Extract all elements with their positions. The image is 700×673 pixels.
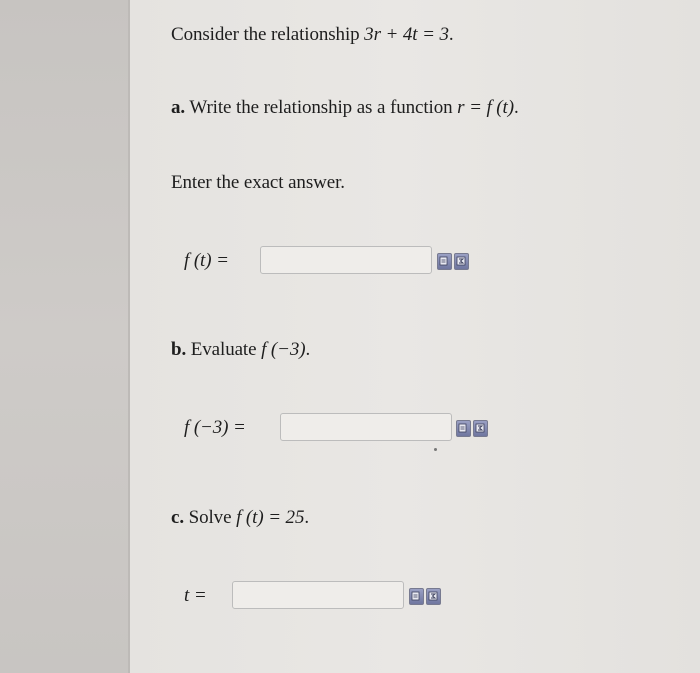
symbol-palette-icon[interactable] xyxy=(454,253,469,270)
part-a-tools xyxy=(437,253,469,270)
part-c-question xyxy=(171,507,309,529)
intro-equation: 3r + 4t = 3 xyxy=(364,24,449,45)
intro-prefix: Consider the relationship xyxy=(171,24,365,45)
instruction-text: Enter the exact answer. xyxy=(171,172,345,193)
part-a-text: Write the relationship as a function xyxy=(185,97,458,118)
part-b-expression: f (−3) xyxy=(261,339,306,360)
left-margin-band xyxy=(0,0,128,673)
part-b-suffix: . xyxy=(305,339,311,360)
part-a-suffix: . xyxy=(513,97,519,118)
equation-editor-icon[interactable] xyxy=(437,253,452,270)
part-a-function: r = f (t) xyxy=(457,97,514,118)
part-c-label: c. xyxy=(171,507,184,528)
part-b-answer-input[interactable] xyxy=(280,413,452,441)
symbol-palette-icon[interactable] xyxy=(426,588,441,605)
part-a-prompt: f (t) = xyxy=(184,250,229,271)
part-c-equation: f (t) = 25 xyxy=(236,507,305,528)
part-a-answer-input[interactable] xyxy=(260,246,432,274)
symbol-palette-icon[interactable] xyxy=(473,420,488,437)
part-b-tools xyxy=(456,420,488,437)
part-b-prompt: f (−3) = xyxy=(184,417,246,438)
part-b-text: Evaluate xyxy=(186,339,262,360)
part-c-prompt: t = xyxy=(184,585,207,606)
intro-suffix: . xyxy=(448,24,454,45)
equation-editor-icon[interactable] xyxy=(409,588,424,605)
part-c-text: Solve xyxy=(183,507,237,528)
problem-intro xyxy=(171,24,454,46)
part-c-answer-input[interactable] xyxy=(232,581,404,609)
part-b-question xyxy=(171,339,310,361)
equation-editor-icon[interactable] xyxy=(456,420,471,437)
part-b-label: b. xyxy=(171,339,187,360)
panel-edge xyxy=(128,0,130,673)
resize-dot xyxy=(434,448,437,451)
part-c-tools xyxy=(409,588,441,605)
part-a-label: a. xyxy=(171,97,186,118)
part-a-question xyxy=(171,97,519,119)
part-c-suffix: . xyxy=(304,507,310,528)
